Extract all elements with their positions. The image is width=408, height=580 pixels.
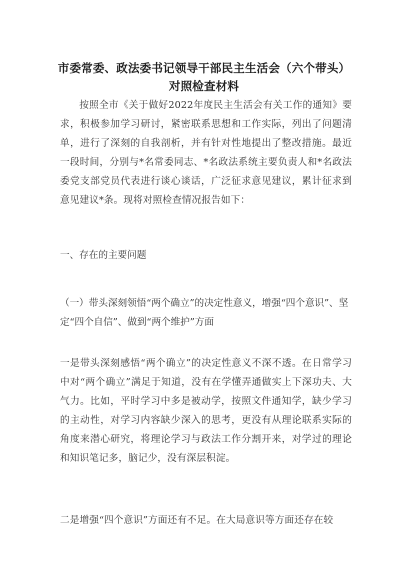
subsection-heading-1: （一）带头深刻领悟“两个确立”的决定性意义，增强“四个意识”、坚定“四个自信”、做到“两个维护”方面 <box>60 298 349 328</box>
document-title-line-2: 对照检查材料 <box>168 79 240 93</box>
document-title-line-1: 市委常委、政法委书记领导干部民主生活会（六个带头） <box>57 61 351 75</box>
body-paragraph-2: 二是增强“四个意识”方面还有不足。在大局意识等方面还存在较 <box>60 515 334 526</box>
section-heading-problems: 一、存在的主要问题 <box>60 250 147 261</box>
body-paragraph-1: 一是带头深刻感悟“两个确立”的决定性意义不深不透。在日常学习中对“两个确立”满足于知道，没有在学懂弄通做实上下深功夫、大气力。比如，平时学习中多是被动学，按照文件通知学，缺少学习的主动性，对学习内容缺少深入的思考，更没有从理论联系实际的角度来潜心研究，将理论学习与政法工作分割开来，对学过的理论和知识笔记多，脑记少，没有深层积淀。 <box>60 358 352 464</box>
intro-paragraph: 按照全市《关于做好2022年度民主生活会有关工作的通知》要求，积极参加学习研讨，紧密联系思想和工作实际，列出了问题清单，进行了深刻的自我剖析，并有针对性地提出了整改措施。最近一段时间，分别与*名常委同志、*名政法系统主要负责人和*名政法委党支部党员代表进行谈心谈话，广泛征求意见建议，累计征求到意见建议*条。现将对照检查情况报告如下： <box>60 100 352 206</box>
